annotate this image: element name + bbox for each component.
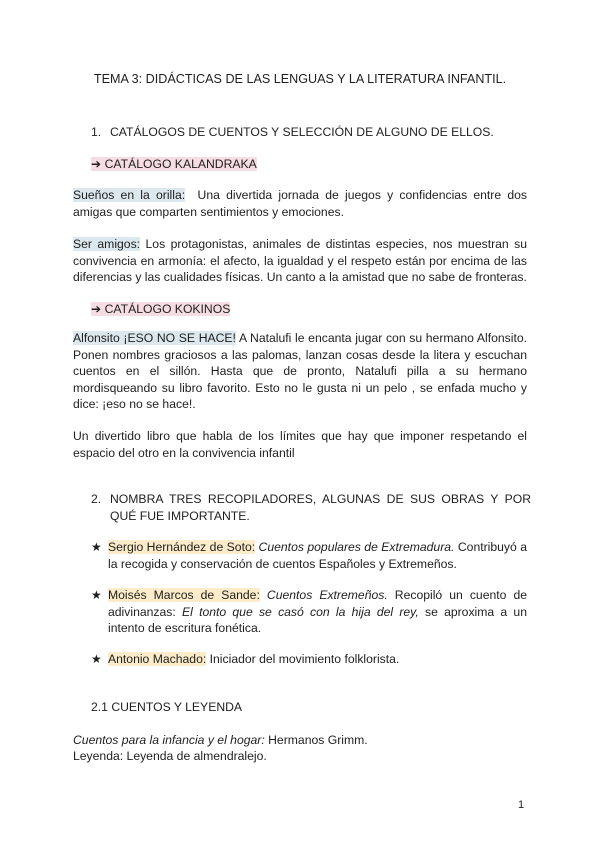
collector-moises xyxy=(91,587,527,637)
arrow-icon-highlight xyxy=(91,302,230,316)
book-description: Una divertida jornada de juegos y confidencias entre dos amigas que comparten sentimientos y emociones. xyxy=(73,188,527,219)
collector-work: Cuentos Extremeños. xyxy=(266,588,388,602)
book-title: Alfonsito ¡ESO NO SE HACE! xyxy=(73,331,236,345)
section-heading-text: CATÁLOGOS DE CUENTOS Y SELECCIÓN DE ALGUNO DE ELLOS. xyxy=(110,125,494,139)
collector-text-2: se aproxima a un intento de escritura fonética. xyxy=(108,604,527,635)
star-icon: ★ xyxy=(91,588,102,602)
collector-work: Cuentos populares de Extremadura. xyxy=(258,540,455,554)
entry-limits-paragraph: Un divertido libro que habla de los límites que hay que imponer respetando el espacio del otro en la convivencia infantil xyxy=(73,429,527,460)
catalog-kalandraka-heading xyxy=(91,156,257,173)
collector-text: Contribuyó a la recogida y conservación de cuentos Españoles y Extremeños. xyxy=(108,540,527,571)
collector-sergio xyxy=(91,539,527,572)
catalog-label: CATÁLOGO KOKINOS xyxy=(104,302,231,316)
book-description: Los protagonistas, animales de distintas especies, nos muestran su convivencia en armonía: el afecto, la igualdad y el respeto están por encima de las diferencias y las cualidades físicas. Un canto a la amistad que no sabe de fronteras. xyxy=(73,237,528,284)
collector-work-2: El tonto que se casó con la hija del rey, xyxy=(182,604,419,619)
entry-alfonsito xyxy=(73,330,527,413)
page-title: TEMA 3: DIDÁCTICAS DE LAS LENGUAS Y LA LITERATURA INFANTIL. xyxy=(93,72,507,86)
section-number: 1. xyxy=(91,125,102,139)
collector-antonio xyxy=(91,651,527,668)
subsection-heading: 2.1 CUENTOS Y LEYENDA xyxy=(91,700,243,714)
section-2-heading xyxy=(91,491,531,524)
catalog-label: CATÁLOGO KALANDRAKA xyxy=(104,157,257,171)
collector-name: Moisés Marcos de Sande: xyxy=(108,588,260,602)
star-icon: ★ xyxy=(91,652,102,666)
section-number: 2. xyxy=(91,492,102,506)
book-title: Sueños en la orilla: xyxy=(73,188,186,202)
cuentos-line xyxy=(73,732,368,749)
collector-text: Recopiló un cuento de adivinanzas: xyxy=(108,588,528,619)
cuentos-label: Cuentos para la infancia y el hogar: xyxy=(73,733,265,747)
collector-name: Antonio Machado: xyxy=(108,652,207,666)
arrow-right-icon: ➔ xyxy=(91,157,102,171)
collector-text: Iniciador del movimiento folklorista. xyxy=(209,652,400,666)
catalog-kokinos-heading xyxy=(91,301,230,318)
star-icon: ★ xyxy=(91,540,102,554)
book-description: A Natalufi le encanta jugar con su hermano Alfonsito. Ponen nombres graciosos a las palomas, lanzan cosas desde la litera y escuchan cuentos en el sillón. Hasta que de pronto, Natalufi pilla a su hermano mordisqueando su libro favorito. Esto no le gusta ni un pelo , se enfada mucho y dice: ¡eso no se hace!. xyxy=(73,331,527,411)
arrow-right-icon: ➔ xyxy=(91,302,102,316)
arrow-icon-highlight xyxy=(91,157,257,171)
entry-ser-amigos xyxy=(73,236,527,286)
section-1-heading xyxy=(91,124,531,141)
cuentos-author: Hermanos Grimm. xyxy=(268,733,368,747)
leyenda-line: Leyenda: Leyenda de almendralejo. xyxy=(73,749,267,763)
book-title: Ser amigos: xyxy=(73,237,141,251)
entry-suenos-en-la-orilla xyxy=(73,187,527,220)
section-heading-text: NOMBRA TRES RECOPILADORES, ALGUNAS DE SUS OBRAS Y POR QUÉ FUE IMPORTANTE. xyxy=(110,492,531,523)
page-number: 1 xyxy=(518,799,525,811)
collector-name: Sergio Hernández de Soto: xyxy=(108,540,256,554)
